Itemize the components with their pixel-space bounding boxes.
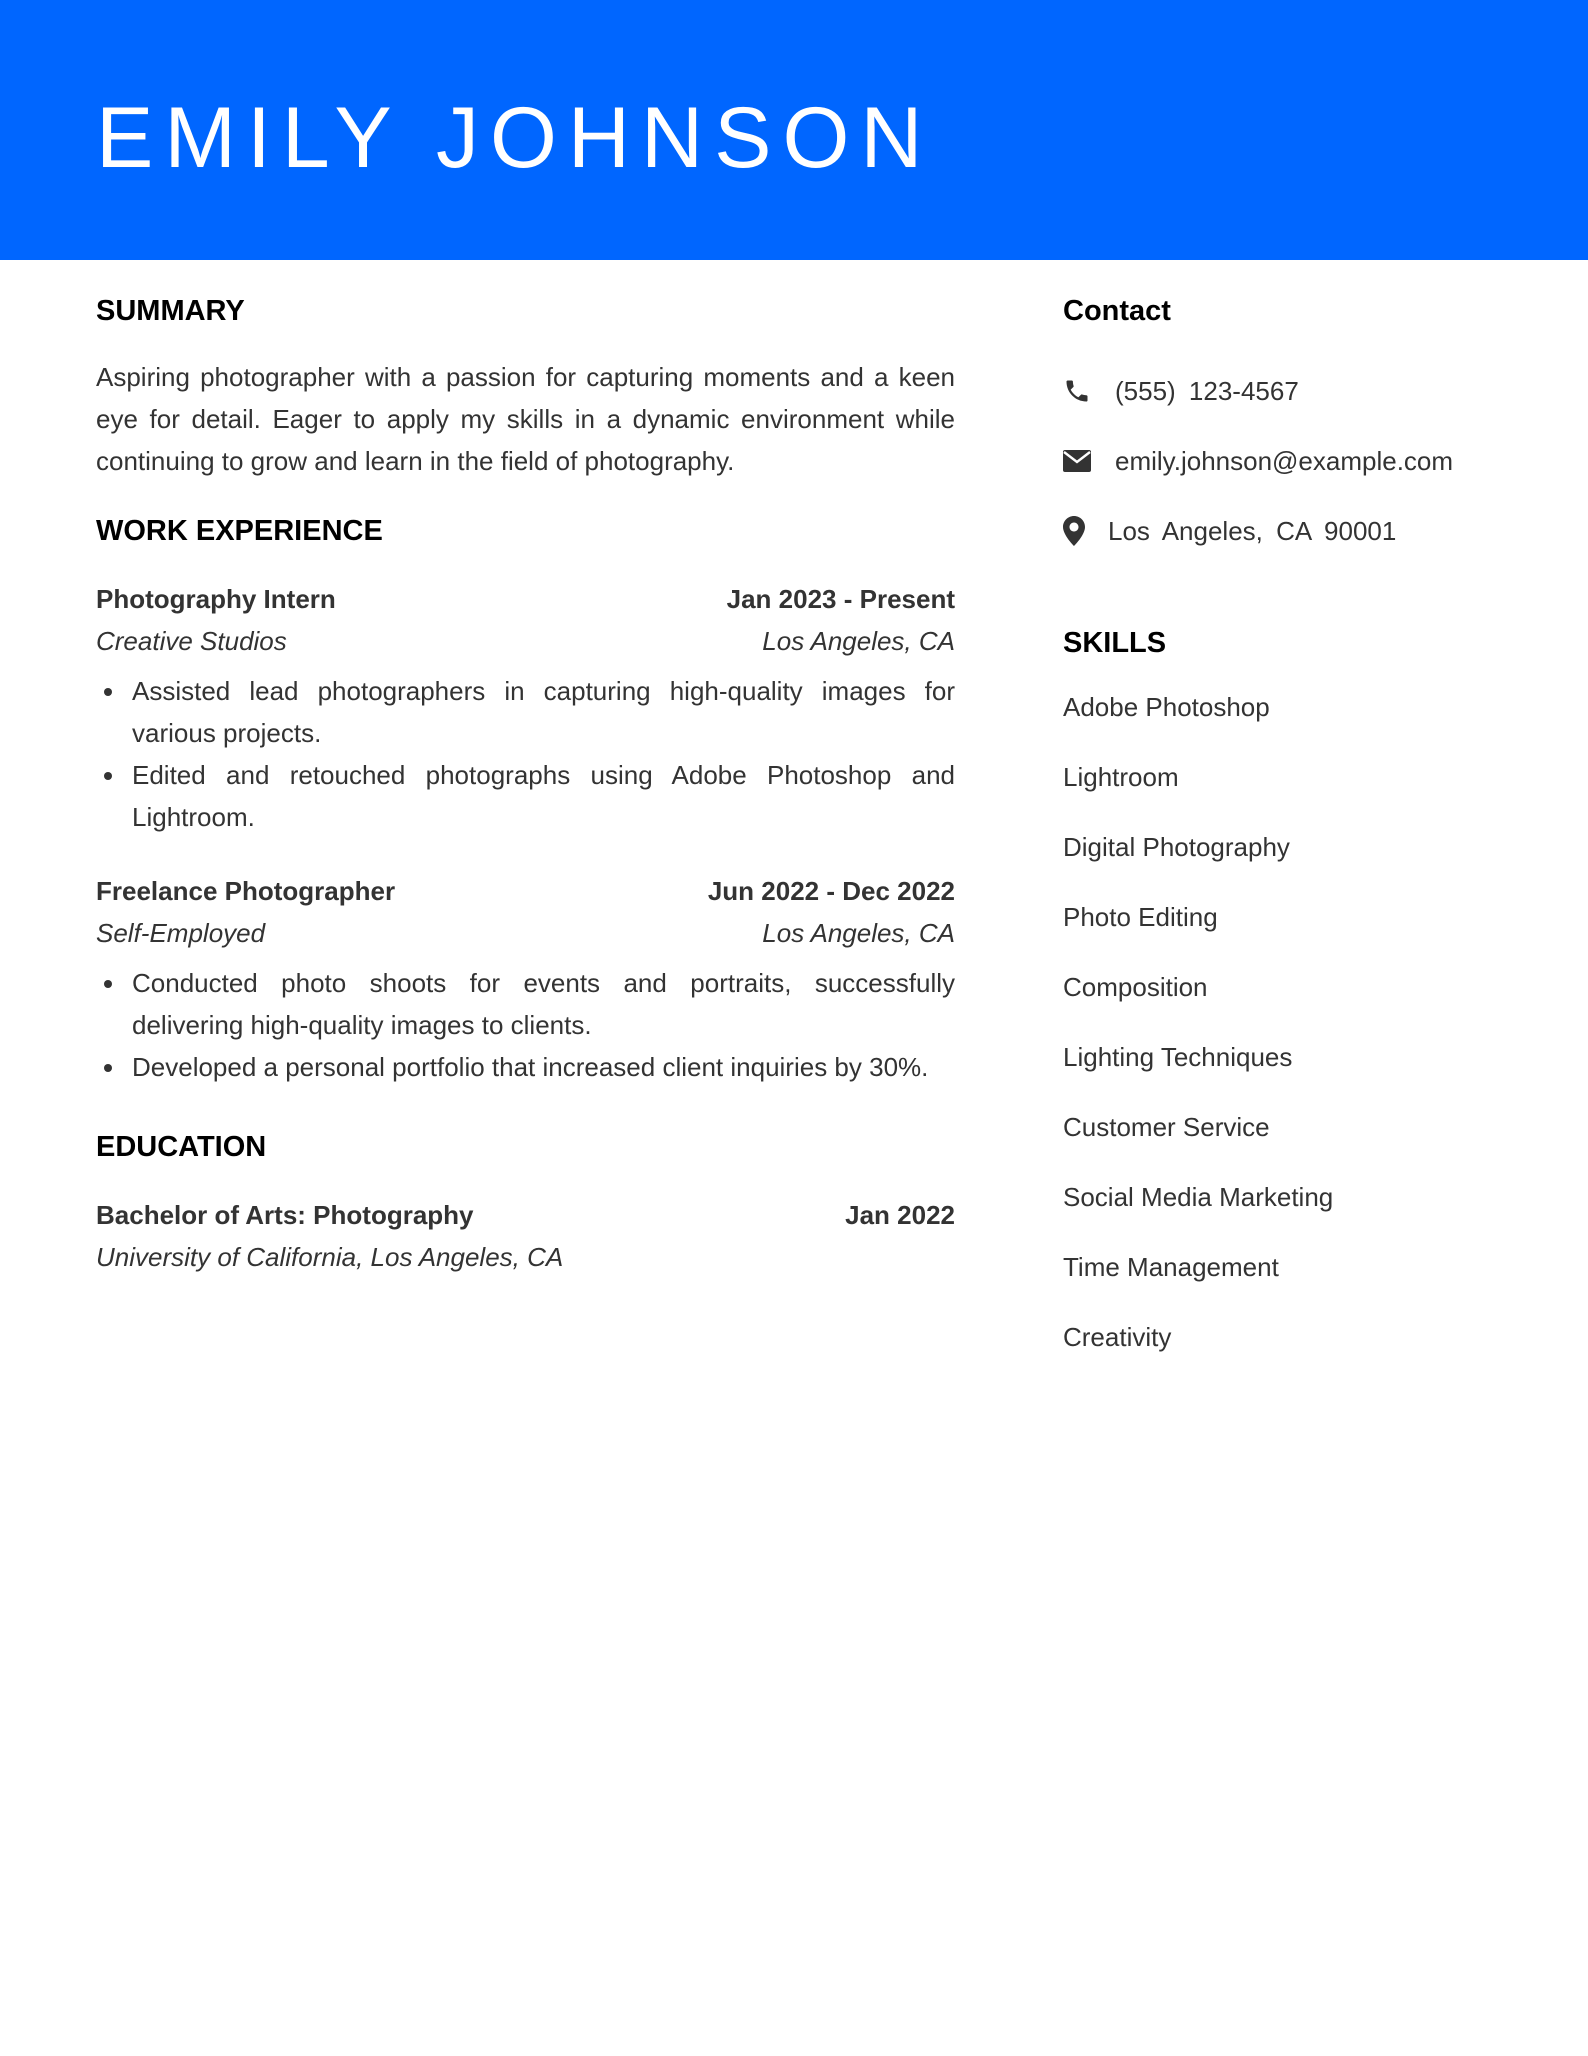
contact-email (1063, 440, 1503, 482)
phone-number: (555) 123-4567 (1115, 375, 1299, 406)
education-heading: EDUCATION (96, 1131, 267, 1163)
contact-phone (1063, 370, 1503, 412)
job-company: Self-Employed (96, 918, 266, 948)
school: University of California, Los Angeles, CA (96, 1242, 564, 1272)
job-role: Photography Intern (96, 584, 336, 614)
job-company: Creative Studios (96, 626, 287, 656)
summary-heading: SUMMARY (96, 295, 245, 327)
skill-item: Photo Editing (1063, 902, 1218, 932)
bullet-icon (104, 772, 112, 780)
contact-section (1063, 290, 1503, 552)
contact-location (1063, 510, 1503, 552)
skill-item: Adobe Photoshop (1063, 692, 1270, 722)
location-text: Los Angeles, CA 90001 (1108, 515, 1397, 546)
job-entry (96, 578, 955, 838)
job-bullet: Assisted lead photographers in capturing high-quality images for various projects. (96, 670, 955, 754)
bullet-icon (104, 1064, 112, 1072)
phone-icon (1063, 377, 1115, 405)
skills-section (1063, 622, 1503, 1358)
skill-item: Lightroom (1063, 762, 1179, 792)
skill-item: Social Media Marketing (1063, 1182, 1334, 1212)
education-section (96, 1126, 955, 1278)
main-column (96, 290, 955, 1278)
job-dates: Jan 2023 - Present (726, 584, 955, 614)
bullet-icon (104, 980, 112, 988)
summary-text: Aspiring photographer with a passion for capturing moments and a keen eye for detail. Eager to apply my skills in a dynamic environment while continuing to grow and learn in the field of photography. (96, 362, 955, 476)
education-date: Jan 2022 (845, 1200, 955, 1230)
job-bullet: Conducted photo shoots for events and portraits, successfully delivering high-quality images to clients. (96, 962, 955, 1046)
job-role: Freelance Photographer (96, 876, 396, 906)
candidate-name: EMILY JOHNSON (96, 90, 934, 186)
header-banner (0, 0, 1588, 260)
skill-item: Digital Photography (1063, 832, 1290, 862)
bullet-icon (104, 688, 112, 696)
skill-item: Creativity (1063, 1322, 1172, 1352)
skill-item: Composition (1063, 972, 1208, 1002)
skills-heading: SKILLS (1063, 627, 1167, 659)
job-location: Los Angeles, CA (762, 626, 955, 656)
summary-section (96, 290, 955, 482)
skill-item: Time Management (1063, 1252, 1279, 1282)
envelope-icon (1063, 450, 1115, 472)
sidebar-column (1063, 290, 1503, 1386)
skill-item: Customer Service (1063, 1112, 1270, 1142)
skills-list (1063, 686, 1503, 1358)
job-location: Los Angeles, CA (762, 918, 955, 948)
job-bullet-list (96, 670, 955, 838)
email-address: emily.johnson@example.com (1115, 445, 1454, 476)
job-bullet: Developed a personal portfolio that increased client inquiries by 30%. (96, 1046, 955, 1088)
map-marker-icon (1063, 516, 1108, 546)
skill-item: Lighting Techniques (1063, 1042, 1293, 1072)
work-experience-section (96, 510, 955, 1088)
contact-heading: Contact (1063, 295, 1171, 327)
job-dates: Jun 2022 - Dec 2022 (707, 876, 955, 906)
job-entry (96, 870, 955, 1088)
job-bullet-list (96, 962, 955, 1088)
degree: Bachelor of Arts: Photography (96, 1200, 474, 1230)
job-bullet: Edited and retouched photographs using Adobe Photoshop and Lightroom. (96, 754, 955, 838)
work-experience-heading: WORK EXPERIENCE (96, 515, 383, 547)
